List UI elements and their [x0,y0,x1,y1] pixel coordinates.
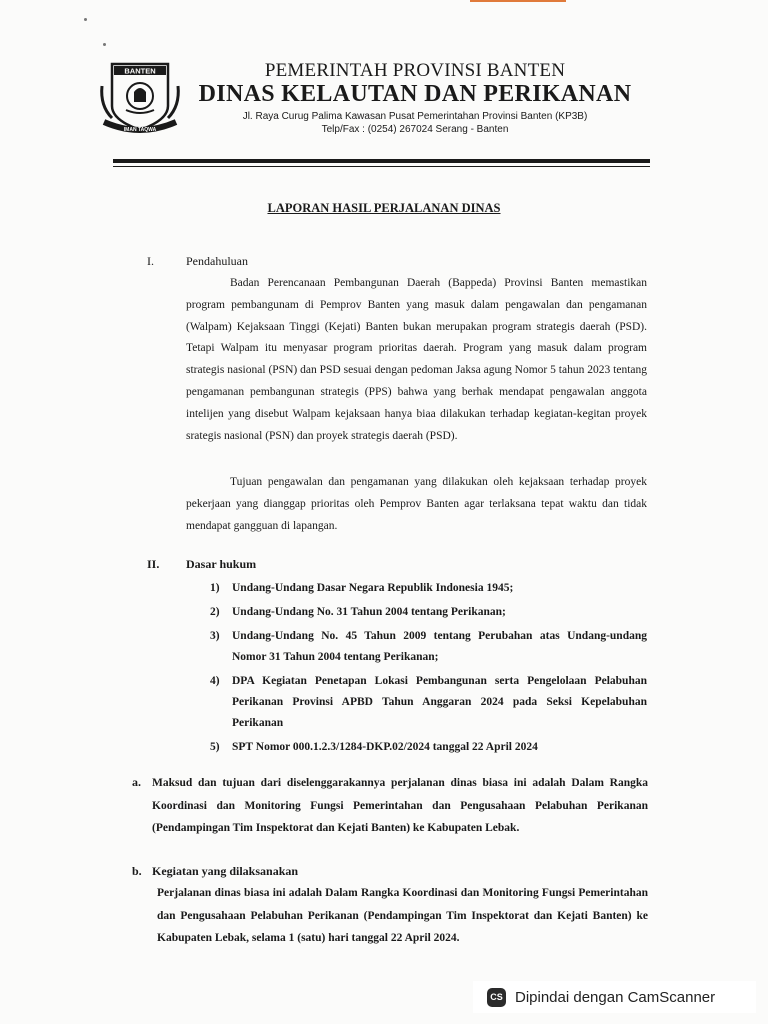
section-1-numeral: I. [147,254,154,268]
list-item: 2) Undang-Undang No. 31 Tahun 2004 tentang Perikanan; [210,606,506,618]
list-item: 3) Undang-Undang No. 45 Tahun 2009 tentang Perubahan atas Undang-undang Nomor 31 Tahun 2004 tentang Perikanan; [210,630,647,663]
section-1-paragraph-2-text: Tujuan pengawalan dan pengamanan yang dilakukan oleh kejaksaan terhadap proyek pekerjaan yang dianggap prioritas oleh Pemprov Banten agar terlaksana tepat waktu dan tidak mendapat gangguan di lapangan. [186,476,647,532]
section-b-text: Perjalanan dinas biasa ini adalah Dalam Rangka Koordinasi dan Monitoring Fungsi Pemerintahan dan Pengusahaan Pelabuhan Perikanan (Pendampingan Tim Inspektorat dan Kejati Banten) ke Kabupaten Lebak, selama 1 (satu) hari tanggal 22 April 2024. [157,887,648,944]
list-item: 5) SPT Nomor 000.1.2.3/1284-DKP.02/2024 tanggal 22 April 2024 [210,741,538,753]
section-a-label: a. [132,775,141,789]
letterhead [190,60,640,135]
section-a-text: Maksud dan tujuan dari diselenggarakannya perjalanan dinas biasa ini adalah Dalam Rangka Koordinasi dan Monitoring Fungsi Pemerintahan dan Pengusahaan Pelabuhan Perikanan (Pendampingan Tim Inspektorat dan Kejati Banten) ke Kabupaten Lebak. [152,777,648,834]
section-b-label: b. [132,864,142,878]
document-title: LAPORAN HASIL PERJALANAN DINAS [267,201,501,215]
scan-speck [103,43,106,46]
section-1-paragraph-2 [186,472,647,537]
logo-text-top: BANTEN [124,66,156,76]
letterhead-rule-thick [113,159,650,163]
section-1-heading: Pendahuluan [186,254,248,268]
legal-basis-list [210,578,647,761]
letterhead-rule-thin [113,166,650,167]
camscanner-label: Dipindai dengan CamScanner [515,988,716,1006]
list-item: 1) Undang-Undang Dasar Negara Republik Indonesia 1945; [210,582,514,594]
camscanner-watermark [473,981,756,1013]
section-2-heading: Dasar hukum [186,557,257,571]
logo-text-bottom: IMAN TAQWA [123,127,157,133]
section-2-numeral: II. [147,557,160,571]
scan-speck [84,18,87,21]
section-1-paragraph-1 [186,273,647,447]
letterhead-address: Jl. Raya Curug Palima Kawasan Pusat Pemerintahan Provinsi Banten (KP3B) [242,111,588,122]
scan-edge-mark [470,0,566,2]
banten-province-emblem-logo [98,56,182,134]
section-1-paragraph-1-text: Badan Perencanaan Pembangunan Daerah (Bappeda) Provinsi Banten memastikan program pembangunam di Pemprov Banten yang masuk dalam pengawalan dan pengamanan (Walpam) Kejaksaan Tinggi (Kejati) Banten bukan merupakan program strategis daerah (PSD). Tetapi Walpam itu menyasar program prioritas daerah. Program yang masuk dalam program strategis nasional (PSN) dan PSD sesuai dengan pedoman Jaksa agung Nomor 5 tahun 2023 tentang pengamanan pembangunan strategis (PPS) bahwa yang berhak mendapat pengawalan anggota intelijen yang disebut Walpam kejaksaan hanya biaa dilakukan terhadap kegiatan-kegitan proyek srategis nasional (PSN) dan proyek strategis daerah (PSD). [186,277,647,442]
letterhead-contact: Telp/Fax : (0254) 267024 Serang - Banten [321,124,509,135]
section-b-heading: Kegiatan yang dilaksanakan [152,864,299,878]
letterhead-agency-name: DINAS KELAUTAN DAN PERIKANAN [198,81,632,107]
list-item: 4) DPA Kegiatan Penetapan Lokasi Pembangunan serta Pengelolaan Pelabuhan Perikanan Provinsi APBD Tahun Anggaran 2024 pada Seksi Kepelabuhan Perikanan [210,675,647,729]
camscanner-icon: CS [487,988,506,1007]
letterhead-government-name: PEMERINTAH PROVINSI BANTEN [264,60,566,81]
